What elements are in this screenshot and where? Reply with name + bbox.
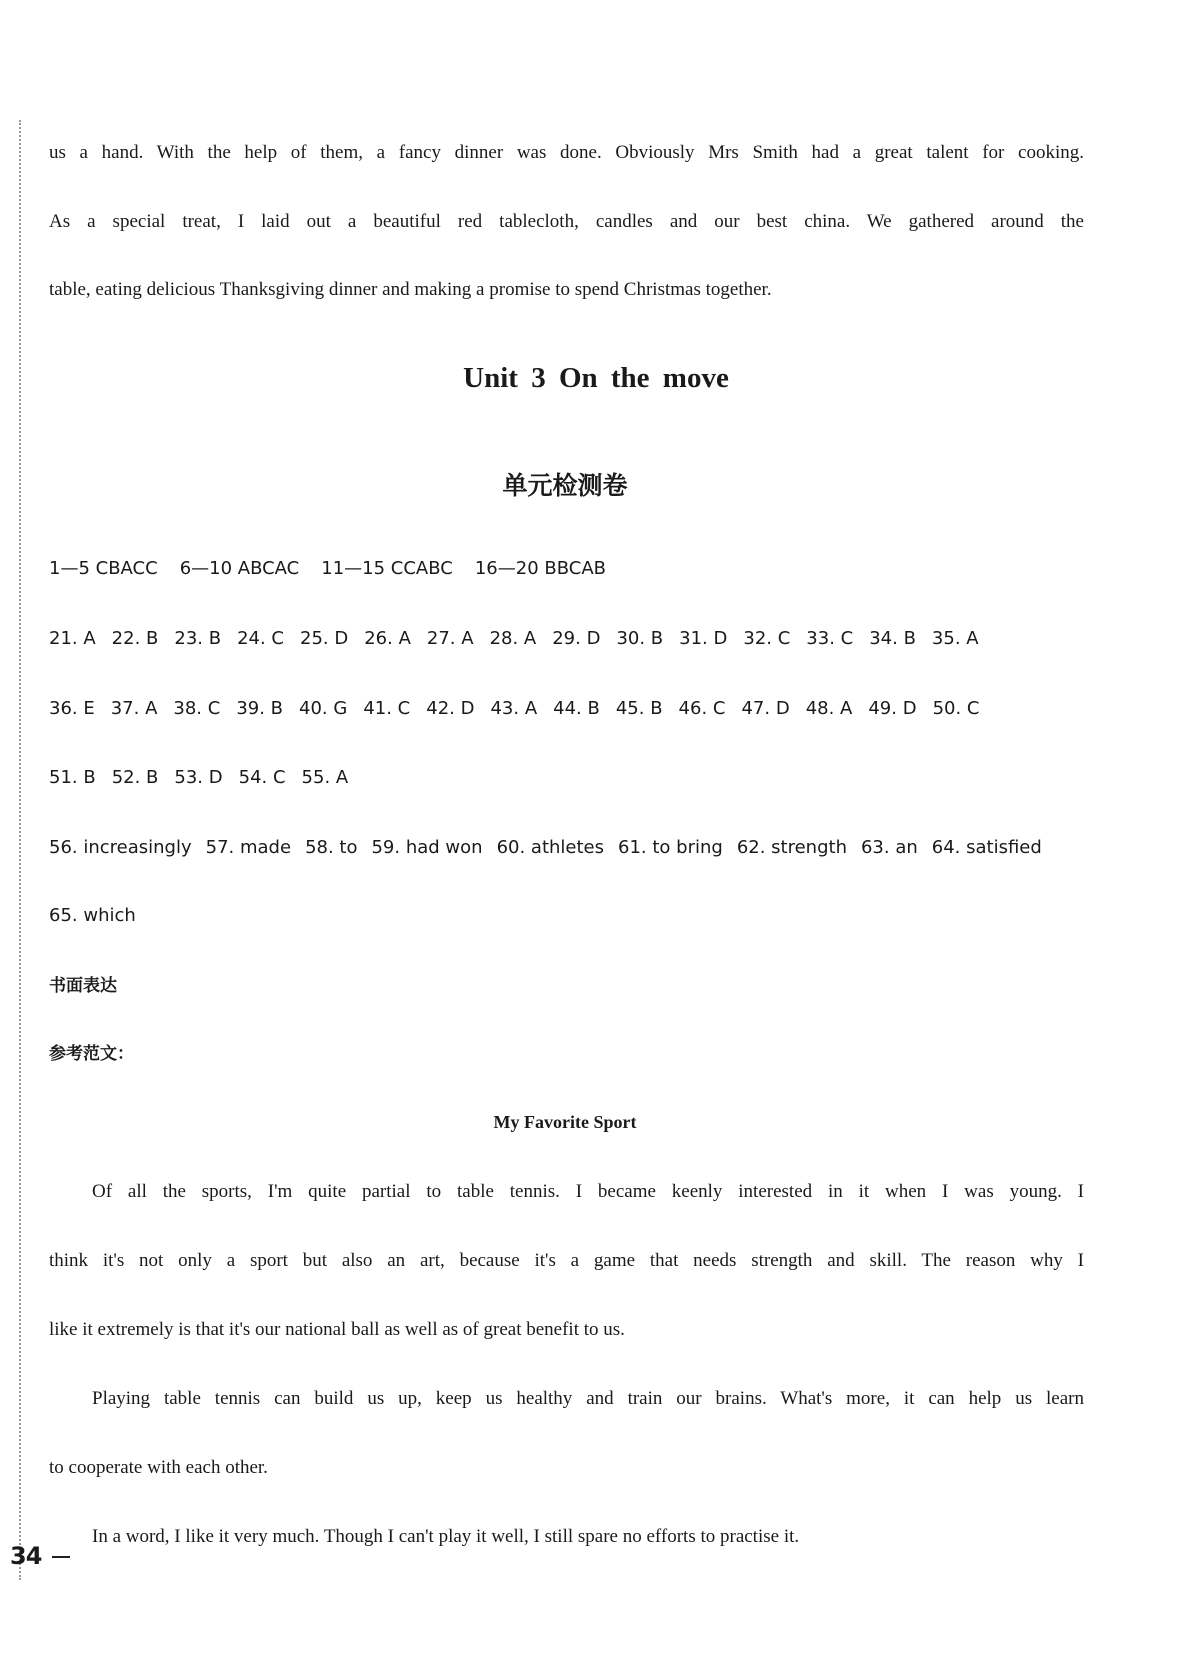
answer-item: 59. had won [371, 837, 483, 858]
answer-item: 24. C [237, 628, 284, 649]
answer-item: 49. D [868, 698, 917, 719]
essay-line-3: like it extremely is that it's our national ball as well as of great benefit to us. [49, 1319, 625, 1340]
essay-line-6: In a word, I like it very much. Though I can't play it well, I still spare no efforts to practise it. [92, 1526, 800, 1547]
section-title: 单元检测卷 [502, 471, 628, 500]
answer-item: 62. strength [736, 837, 847, 858]
unit-title: Unit 3 On the move [463, 362, 729, 394]
answer-item: 35. A [931, 628, 979, 649]
answer-item: 51. B [49, 767, 96, 788]
answer-group: 1—5 CBACC [49, 558, 158, 579]
answer-item: 63. an [860, 837, 918, 858]
answer-item: 30. B [616, 628, 664, 649]
answer-item: 64. satisfied [931, 837, 1042, 858]
answer-item: 42. D [426, 698, 475, 719]
answer-item: 31. D [679, 628, 728, 649]
answer-item: 39. B [236, 698, 284, 719]
answer-item: 45. B [615, 698, 663, 719]
answer-group: 6—10 ABCAC [179, 558, 300, 579]
answer-item: 61. to bring [618, 837, 723, 858]
top-paragraph-line-1: us a hand. With the help of them, a fancy dinner was done. Obviously Mrs Smith had a great talent for cooking. [49, 142, 1084, 163]
answer-item: 58. to [305, 837, 358, 858]
essay-line-1: Of all the sports, I'm quite partial to table tennis. I became keenly interested in it when I was young. I [92, 1181, 1084, 1202]
answer-item: 43. A [490, 698, 538, 719]
answer-item: 50. C [932, 698, 980, 719]
answers-row-1 [49, 557, 1084, 581]
top-paragraph-line-3: table, eating delicious Thanksgiving dinner and making a promise to spend Christmas together. [49, 279, 772, 300]
answer-item: 25. D [300, 628, 349, 649]
binding-margin-dotted-line [19, 120, 21, 1580]
answers-row-2 [49, 627, 1084, 651]
answer-item: 32. C [743, 628, 791, 649]
essay-title: My Favorite Sport [493, 1112, 637, 1132]
answer-item: 21. A [49, 628, 96, 649]
answer-group: 11—15 CCABC [321, 558, 453, 579]
answer-item: 29. D [552, 628, 601, 649]
answers-row-3 [49, 697, 1084, 721]
answer-item: 34. B [869, 628, 916, 649]
answer-item: 56. increasingly [49, 837, 192, 858]
answer-item: 41. C [363, 698, 411, 719]
answers-row-4 [49, 766, 1084, 790]
essay-line-5: to cooperate with each other. [49, 1457, 268, 1478]
page-number-dash [52, 1556, 70, 1558]
answers-row-5 [49, 836, 1084, 860]
answer-group: 16—20 BBCAB [474, 558, 606, 579]
answer-item: 40. G [299, 698, 348, 719]
answer-item: 37. A [110, 698, 158, 719]
answer-item: 22. B [111, 628, 159, 649]
answer-item: 60. athletes [496, 837, 604, 858]
answers-row-6 [49, 904, 1084, 928]
answer-item: 65. which [49, 905, 136, 926]
essay-line-4: Playing table tennis can build us up, keep us healthy and train our brains. What's more, it can help us learn [92, 1388, 1084, 1409]
answer-item: 38. C [173, 698, 221, 719]
answer-item: 55. A [301, 767, 349, 788]
answer-item: 28. A [489, 628, 537, 649]
answer-item: 33. C [806, 628, 854, 649]
page-number: 34 [10, 1542, 42, 1570]
answer-item: 36. E [49, 698, 95, 719]
sample-heading: 参考范文： [49, 1044, 134, 1064]
answer-item: 27. A [426, 628, 474, 649]
answer-item: 57. made [205, 837, 292, 858]
answer-item: 46. C [678, 698, 726, 719]
answer-item: 44. B [553, 698, 600, 719]
answer-item: 48. A [805, 698, 853, 719]
answer-item: 26. A [364, 628, 411, 649]
answer-item: 54. C [238, 767, 286, 788]
answer-item: 47. D [741, 698, 790, 719]
top-paragraph-line-2: As a special treat, I laid out a beautiful red tablecloth, candles and our best china. We gathered around the [49, 211, 1084, 232]
answer-item: 53. D [174, 767, 223, 788]
writing-heading: 书面表达 [49, 976, 117, 996]
answer-item: 23. B [174, 628, 222, 649]
essay-line-2: think it's not only a sport but also an art, because it's a game that needs strength and skill. The reason why I [49, 1250, 1084, 1271]
answer-item: 52. B [111, 767, 159, 788]
